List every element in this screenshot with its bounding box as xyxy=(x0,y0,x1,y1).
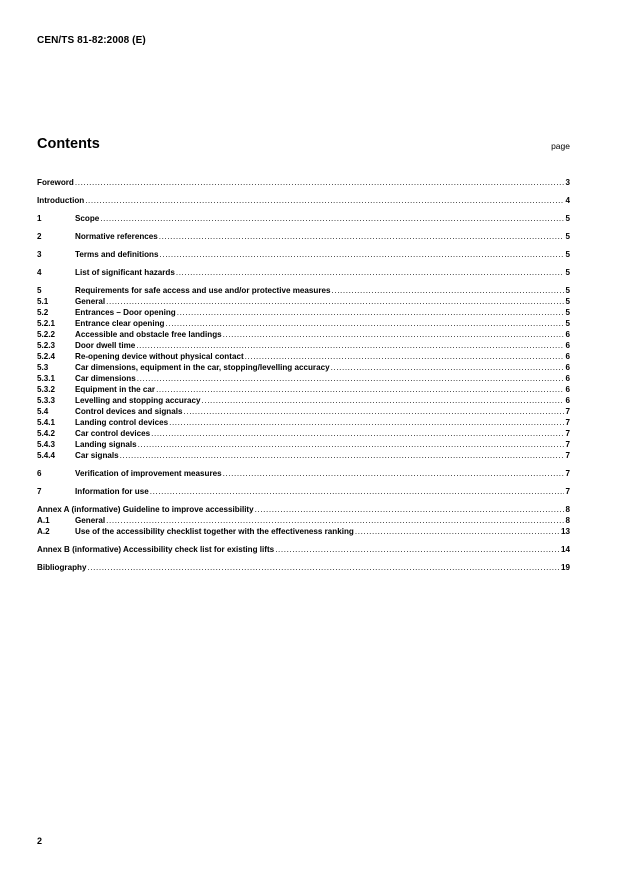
toc-page: 6 xyxy=(565,352,570,361)
toc-number: 5.2.1 xyxy=(37,319,56,328)
toc-title: Landing signals xyxy=(75,440,137,449)
toc-title: Car dimensions xyxy=(75,374,136,383)
toc-number: 5.4.3 xyxy=(37,440,56,449)
toc-number: 5.2 xyxy=(37,308,49,317)
toc-entry-normative-references[interactable] xyxy=(37,231,570,242)
toc-leader xyxy=(136,340,564,351)
toc-title: Levelling and stopping accuracy xyxy=(75,396,201,405)
toc-page: 13 xyxy=(560,527,570,536)
toc-number: 5.2.2 xyxy=(37,330,56,339)
toc-leader xyxy=(223,468,565,479)
toc-entry-introduction[interactable] xyxy=(37,195,570,206)
toc-entry-5-2[interactable] xyxy=(37,307,570,318)
toc-title: Entrance clear opening xyxy=(75,319,165,328)
toc-title: Foreword xyxy=(37,178,74,187)
toc-number: 2 xyxy=(37,232,42,241)
toc-entry-5-3-2[interactable] xyxy=(37,384,570,395)
toc-page: 8 xyxy=(565,505,570,514)
toc-page: 5 xyxy=(565,268,570,277)
toc-leader xyxy=(120,450,565,461)
page-column-label: page xyxy=(551,141,570,151)
toc-page: 6 xyxy=(565,385,570,394)
toc-entry-information-for-use[interactable] xyxy=(37,486,570,497)
toc-leader xyxy=(223,329,565,340)
toc-title: General xyxy=(75,297,106,306)
toc-number: 4 xyxy=(37,268,42,277)
toc-number: 5.4.1 xyxy=(37,418,56,427)
toc-leader xyxy=(176,267,565,278)
document-header: CEN/TS 81-82:2008 (E) xyxy=(37,35,146,46)
toc-title: Introduction xyxy=(37,196,85,205)
toc-number: 1 xyxy=(37,214,42,223)
toc-title: Use of the accessibility checklist together with the effectiveness ranking xyxy=(75,527,354,536)
toc-page: 6 xyxy=(565,330,570,339)
toc-number: 5.1 xyxy=(37,297,49,306)
toc-leader xyxy=(100,213,564,224)
toc-number: 5.3 xyxy=(37,363,49,372)
toc-title: Door dwell time xyxy=(75,341,136,350)
toc-leader xyxy=(166,318,565,329)
toc-number: 5.4.2 xyxy=(37,429,56,438)
toc-entry-5-4-3[interactable] xyxy=(37,439,570,450)
toc-entry-5-2-3[interactable] xyxy=(37,340,570,351)
toc-leader xyxy=(138,439,565,450)
toc-page: 7 xyxy=(565,487,570,496)
toc-number: 5.2.4 xyxy=(37,352,56,361)
toc-page: 14 xyxy=(560,545,570,554)
toc-entry-5-4-4[interactable] xyxy=(37,450,570,461)
toc-number: 5.3.2 xyxy=(37,385,56,394)
toc-page: 5 xyxy=(565,214,570,223)
toc-page: 19 xyxy=(560,563,570,572)
toc-page: 7 xyxy=(565,418,570,427)
toc-entry-a-1[interactable] xyxy=(37,515,570,526)
toc-page: 5 xyxy=(565,297,570,306)
toc-title: General xyxy=(75,516,106,525)
toc-entry-5-3[interactable] xyxy=(37,362,570,373)
toc-leader xyxy=(137,373,565,384)
toc-page: 7 xyxy=(565,440,570,449)
toc-entry-annex-a[interactable] xyxy=(37,504,570,515)
toc-number: 6 xyxy=(37,469,42,478)
toc-title: Car control devices xyxy=(75,429,151,438)
toc-entry-5-2-4[interactable] xyxy=(37,351,570,362)
toc-leader xyxy=(151,428,564,439)
toc-page: 7 xyxy=(565,469,570,478)
toc-entry-bibliography[interactable] xyxy=(37,562,570,573)
toc-entry-5-4[interactable] xyxy=(37,406,570,417)
toc-entry-a-2[interactable] xyxy=(37,526,570,537)
toc-number: 5 xyxy=(37,286,42,295)
toc-title: Annex B (informative) Accessibility check list for existing lifts xyxy=(37,545,275,554)
toc-entry-5-3-1[interactable] xyxy=(37,373,570,384)
toc-title: Entrances – Door opening xyxy=(75,308,176,317)
toc-page: 6 xyxy=(565,374,570,383)
toc-entry-5-2-2[interactable] xyxy=(37,329,570,340)
toc-title: List of significant hazards xyxy=(75,268,175,277)
toc-title: Re-opening device without physical contact xyxy=(75,352,244,361)
toc-entry-5-3-3[interactable] xyxy=(37,395,570,406)
toc-title: Requirements for safe access and use and/or protective measures xyxy=(75,286,331,295)
toc-title: Annex A (informative) Guideline to improve accessibility xyxy=(37,505,254,514)
contents-title: Contents xyxy=(37,136,100,152)
toc-entry-foreword[interactable] xyxy=(37,177,570,188)
toc-number: 3 xyxy=(37,250,42,259)
toc-entry-5-1[interactable] xyxy=(37,296,570,307)
toc-number: A.1 xyxy=(37,516,50,525)
toc-leader xyxy=(106,515,564,526)
toc-leader xyxy=(177,307,565,318)
toc-leader xyxy=(184,406,565,417)
toc-leader xyxy=(169,417,564,428)
toc-entry-5-2-1[interactable] xyxy=(37,318,570,329)
toc-entry-5-4-2[interactable] xyxy=(37,428,570,439)
toc-leader xyxy=(160,249,565,260)
toc-page: 6 xyxy=(565,363,570,372)
toc-leader xyxy=(156,384,564,395)
toc-entry-verification[interactable] xyxy=(37,468,570,479)
toc-page: 3 xyxy=(565,178,570,187)
toc-page: 8 xyxy=(565,516,570,525)
toc-page: 5 xyxy=(565,286,570,295)
toc-leader xyxy=(202,395,565,406)
toc-title: Accessible and obstacle free landings xyxy=(75,330,222,339)
toc-title: Verification of improvement measures xyxy=(75,469,222,478)
toc-number: 5.3.1 xyxy=(37,374,56,383)
toc-entry-significant-hazards[interactable] xyxy=(37,267,570,278)
page-number: 2 xyxy=(37,836,43,846)
toc-entry-requirements[interactable] xyxy=(37,285,570,296)
toc-page: 7 xyxy=(565,407,570,416)
toc-leader xyxy=(255,504,565,515)
toc-number: A.2 xyxy=(37,527,50,536)
toc-title: Car signals xyxy=(75,451,119,460)
toc-leader xyxy=(150,486,565,497)
toc-page: 5 xyxy=(565,308,570,317)
toc-page: 6 xyxy=(565,396,570,405)
toc-title: Normative references xyxy=(75,232,158,241)
toc-title: Bibliography xyxy=(37,563,87,572)
toc-title: Control devices and signals xyxy=(75,407,183,416)
toc-leader xyxy=(87,562,560,573)
toc-title: Terms and definitions xyxy=(75,250,159,259)
toc-entry-terms-definitions[interactable] xyxy=(37,249,570,260)
toc-number: 5.4.4 xyxy=(37,451,56,460)
toc-title: Scope xyxy=(75,214,100,223)
toc-number: 5.4 xyxy=(37,407,49,416)
toc-page: 5 xyxy=(565,232,570,241)
toc-number: 5.3.3 xyxy=(37,396,56,405)
toc-page: 7 xyxy=(565,429,570,438)
toc-entry-5-4-1[interactable] xyxy=(37,417,570,428)
toc-leader xyxy=(332,285,565,296)
toc-page: 6 xyxy=(565,341,570,350)
toc-leader xyxy=(355,526,560,537)
toc-leader xyxy=(159,231,565,242)
toc-leader xyxy=(331,362,565,373)
toc-page: 5 xyxy=(565,250,570,259)
toc-title: Equipment in the car xyxy=(75,385,156,394)
toc-page: 7 xyxy=(565,451,570,460)
toc-number: 7 xyxy=(37,487,42,496)
toc-number: 5.2.3 xyxy=(37,341,56,350)
toc-leader xyxy=(85,195,564,206)
toc-leader xyxy=(75,177,565,188)
toc-leader xyxy=(106,296,564,307)
toc-entry-scope[interactable] xyxy=(37,213,570,224)
toc-page: 5 xyxy=(565,319,570,328)
toc-leader xyxy=(275,544,560,555)
toc-title: Car dimensions, equipment in the car, stopping/levelling accuracy xyxy=(75,363,330,372)
toc-leader xyxy=(245,351,565,362)
toc-title: Information for use xyxy=(75,487,149,496)
toc-title: Landing control devices xyxy=(75,418,169,427)
toc-entry-annex-b[interactable] xyxy=(37,544,570,555)
toc-page: 4 xyxy=(565,196,570,205)
